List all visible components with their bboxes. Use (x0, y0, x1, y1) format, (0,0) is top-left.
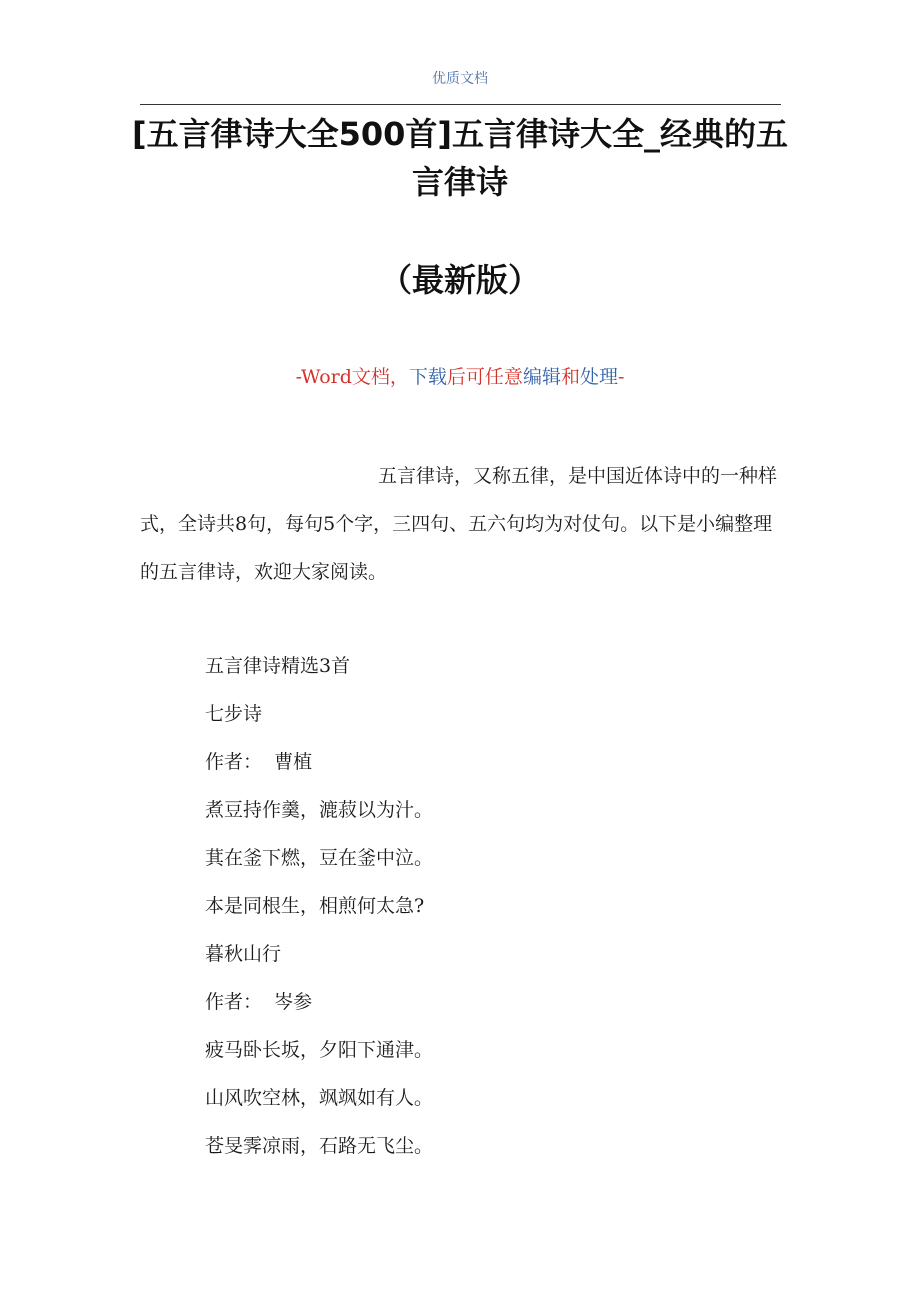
notice-segment: -Word (295, 366, 352, 388)
edit-notice (0, 364, 920, 390)
notice-segment: 处理 (579, 366, 618, 388)
section-heading: 五言律诗精选3首 (205, 655, 351, 677)
poem-author: 作者： 岑参 (205, 991, 313, 1013)
poem-line: 疲马卧长坂，夕阳下通津。 (205, 1039, 434, 1061)
page-header-label: 优质文档 (432, 71, 488, 87)
poem-lines (205, 642, 785, 1170)
document-title: [五言律诗大全500首]五言律诗大全_经典的五言律诗 (131, 115, 789, 201)
notice-segment: 编辑 (522, 366, 561, 388)
poem-line: 萁在釜下燃，豆在釜中泣。 (205, 847, 434, 869)
poem-line: 本是同根生，相煎何太急? (205, 895, 425, 917)
poem-line: 山风吹空林，飒飒如有人。 (205, 1087, 434, 1109)
intro-paragraph: 五言律诗，又称五律，是中国近体诗中的一种样式，全诗共8句，每句5个字，三四句、五六句均为对仗句。以下是小编整理的五言律诗，欢迎大家阅读。 (140, 465, 778, 583)
poem-line: 苍旻霁凉雨，石路无飞尘。 (205, 1135, 434, 1157)
notice-segment: 和 (560, 366, 580, 388)
header-divider (140, 104, 781, 105)
poem-line: 煮豆持作羹，漉菽以为汁。 (205, 799, 434, 821)
poem-title: 暮秋山行 (205, 943, 282, 965)
poem-author: 作者： 曹植 (205, 751, 313, 773)
document-subtitle: （最新版） (379, 261, 540, 299)
notice-segment: 后可任意 (446, 366, 523, 388)
notice-segment: - (617, 366, 625, 388)
poem-title: 七步诗 (205, 703, 263, 725)
notice-segment: 下载 (408, 366, 447, 388)
notice-segment: 文档， (351, 366, 409, 388)
